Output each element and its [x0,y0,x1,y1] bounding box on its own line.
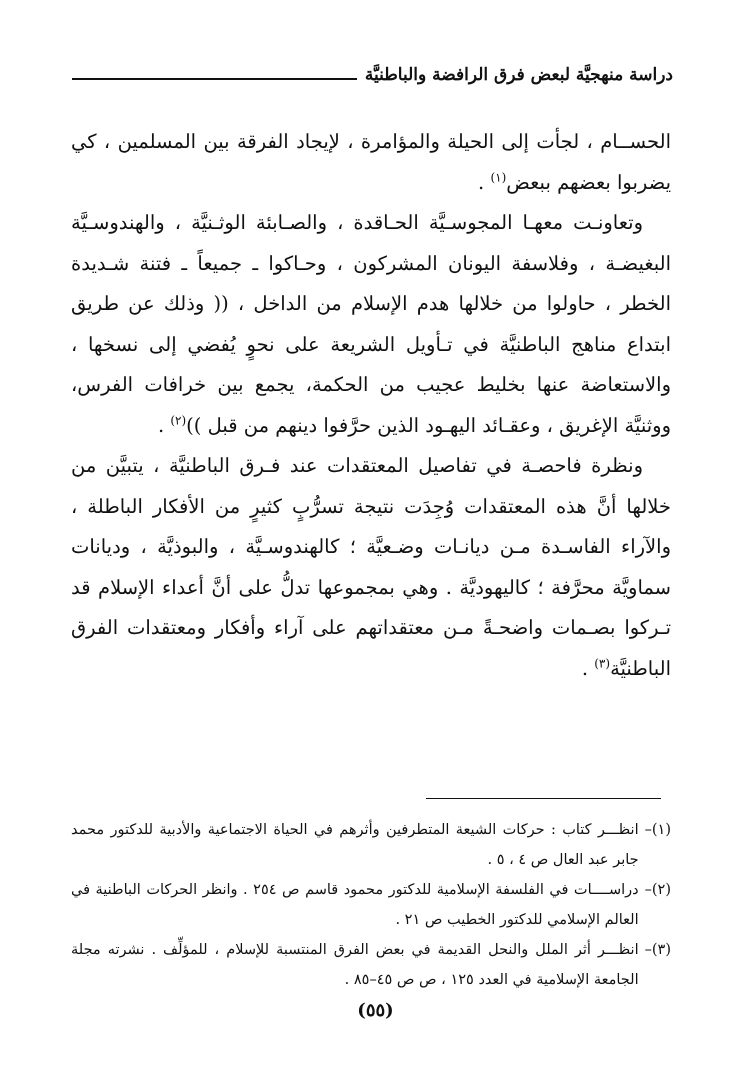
footnote-separator [426,798,661,799]
footnote-1 [71,815,671,875]
footnote-number: (١)– [644,822,671,838]
running-header-title: دراسة منهجيَّة لبعض فرق الرافضة والباطنيَّة [364,65,673,85]
footnote-3 [71,935,671,995]
footnote-text: دراســــات في الفلسفة الإسلامية للدكتور محمود قاسم ص ٢٥٤ . وانظر الحركات الباطنية في العالم الإسلامي للدكتور الخطيب ص ٢١ . [71,882,639,928]
footnote-ref-2: (٢) [170,413,187,427]
paragraph-3 [71,446,671,689]
footnote-number: (٢)– [644,882,671,898]
running-header [72,50,673,88]
footnote-text: انظـــر كتاب : حركات الشيعة المتطرفين وأثرهم في الحياة الاجتماعية والأدبية للدكتور محمد جابر عبد العال ص ٤ ، ٥ . [71,822,639,868]
paragraph-1 [71,122,671,203]
footnote-2 [71,875,671,935]
paragraph-2-end: . [157,413,171,437]
paragraph-3-text: ونظرة فاحصـة في تفاصيل المعتقدات عند فـرق الباطنيَّة ، يتبيَّن من خلالها أنَّ هذه المعتقدات وُجِدَت نتيجة تسرُّبٍ كثيرٍ من الأفكار الباطلة ، والآراء الفاسـدة مـن ديانـات وضـعيَّة ؛ كالهندوسـيَّة ، والبوذيَّة ، وديانات سماويَّة محرَّفة ؛ كاليهوديَّة . وهي بمجموعها تدلُّ على أنَّ أعداء الإسلام قد تـركوا بصـمات واضحـةً مـن معتقداتهم على آراء وأفكار ومعتقدات الفرق الباطنيَّة [71,454,671,680]
page-number: (٥٥) [357,1000,394,1021]
footnote-number: (٣)– [644,942,671,958]
paragraph-2 [71,203,671,446]
header-rule [72,78,357,80]
footnote-ref-1: (١) [490,170,507,184]
paragraph-1-text: الحســام ، لجأت إلى الحيلة والمؤامرة ، لإيجاد الفرقة بين المسلمين ، كي يضربوا بعضهم ببعض [71,130,671,194]
paragraph-3-end: . [581,656,595,680]
footnotes [71,815,671,995]
main-text [71,122,671,689]
paragraph-1-end: . [478,170,491,194]
paragraph-2-text: وتعاونـت معهـا المجوسـيَّة الحـاقدة ، والصـابئة الوثـنيَّة ، والهندوسـيَّة البغيضـة ، وفلاسفة اليونان المشركون ، وحـاكوا ـ جميعاً ـ فتنة شـديدة الخطر ، حاولوا من خلالها هدم الإسلام من الداخل ، (( وذلك عن طريق ابتداع مناهج الباطنيَّة في تـأويل الشريعة على نحوٍ يُفضي إلى نسخها ، والاستعاضة عنها بخليط عجيب من الحكمة، يجمع بين خرافات الفرس، ووثنيَّة الإغريق ، وعقـائد اليهـود الذين حرَّفوا دينهم من قبل )) [71,211,671,437]
footnote-ref-3: (٣) [594,656,611,670]
footnote-text: انظـــر أثر الملل والنحل القديمة في بعض الفرق المنتسبة للإسلام ، للمؤلِّف . نشرته مجلة الجامعة الإسلامية في العدد ١٢٥ ، ص ص ٤٥–٨٥ . [71,942,639,988]
